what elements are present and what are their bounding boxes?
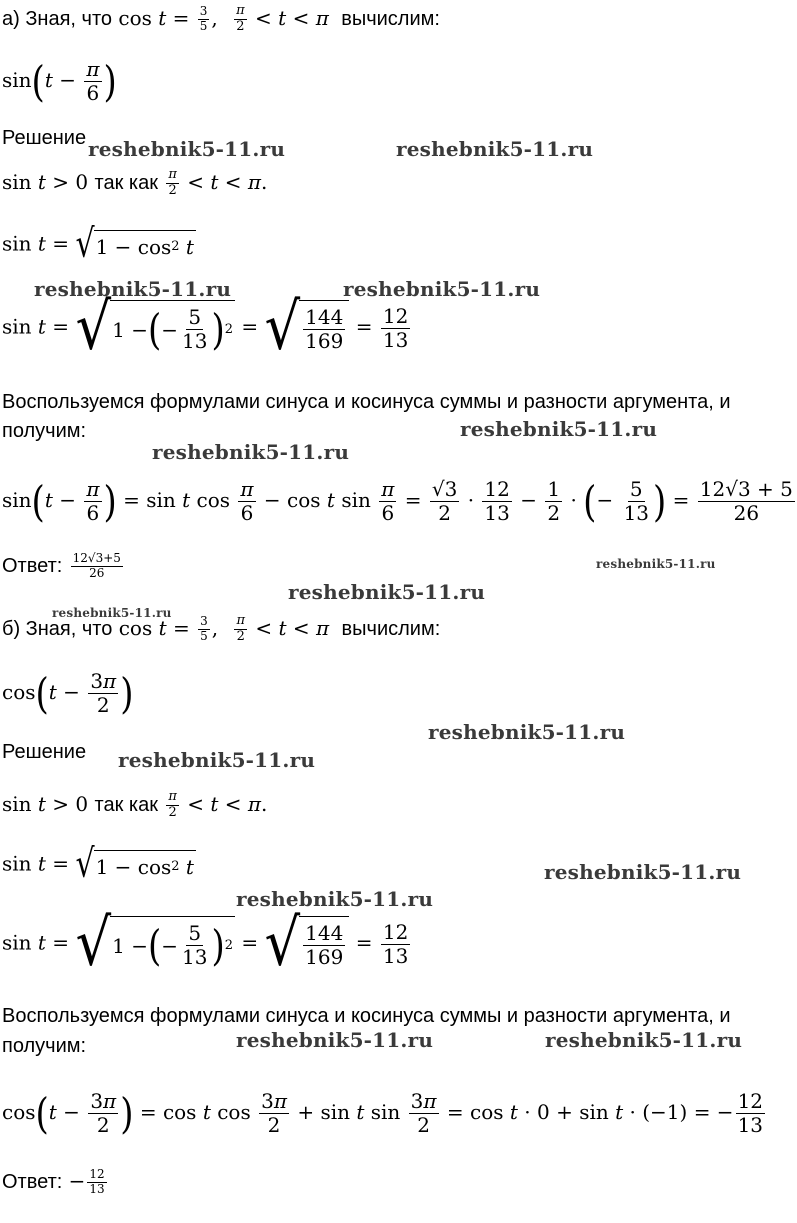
- b-answer-label: Ответ:: [2, 1170, 63, 1193]
- watermark: reshebnik5-11.ru: [34, 277, 232, 301]
- b-compute-text: вычислим:: [341, 617, 441, 640]
- b-sqrt-formula: sin t = √ 1 − cos 2 t: [2, 841, 194, 888]
- a-since-text: так как: [94, 171, 158, 194]
- watermark: reshebnik5-11.ru: [88, 137, 286, 161]
- a-given-text: а) Зная, что: [2, 7, 113, 30]
- b-sign-line: sin t > 0 так как $\frac{\pi}{2}$ < t < π.: [2, 789, 268, 820]
- a-compute-text: вычислим:: [341, 7, 440, 30]
- a-answer-line: Ответ: $\frac{12√3+5}{26}$: [2, 551, 121, 580]
- a-formulas-line2: получим:: [2, 420, 87, 442]
- watermark: reshebnik5-11.ru: [544, 860, 742, 884]
- watermark: reshebnik5-11.ru: [118, 748, 316, 772]
- a-formulas-line1: Воспользуемся формулами синуса и косинуса суммы и разности аргумента, и: [2, 391, 731, 413]
- watermark: reshebnik5-11.ru: [396, 137, 594, 161]
- b-formulas-line1: Воспользуемся формулами синуса и косинуса суммы и разности аргумента, и: [2, 1005, 731, 1027]
- b-formulas-line2: получим:: [2, 1035, 87, 1057]
- watermark: reshebnik5-11.ru: [428, 720, 626, 744]
- a-sqrt-compute: sin t = √ 1 − ( − $\frac{5}{13}$ ) 2 = √ $\frac{144}{169}$ = $\frac{12}{13}$: [2, 290, 409, 365]
- watermark: reshebnik5-11.ru: [236, 1028, 434, 1052]
- b-since-text: так как: [94, 793, 158, 816]
- a-main-calc: sin(t − $\frac{\pi}{6}$ ) = sin t cos $\frac{\pi}{6}$ − cos t sin $\frac{\pi}{6}$ = $\frac{√3}{2}$ · $\frac{12}{13}$ − $\frac{1}{2}$ · (− $\frac{5}{13}$ ) = $\frac{12√3 + 5}{26}$: [2, 476, 793, 527]
- a-answer-label: Ответ:: [2, 554, 63, 577]
- a-solution-heading: Решение: [2, 127, 87, 149]
- a-sqrt-formula: sin t = √ 1 − cos 2 t: [2, 221, 194, 268]
- b-main-calc: cos(t − $\frac{3\pi}{2}$ ) = cos t cos $\frac{3\pi}{2}$ + sin t sin $\frac{3\pi}{2}$ = cos t · 0 + sin t · (−1) = − $\frac{12}{13}$: [2, 1088, 764, 1139]
- a-sign-line: sin t > 0 так как $\frac{\pi}{2}$ < t < π.: [2, 167, 268, 198]
- b-solution-heading: Решение: [2, 741, 87, 763]
- watermark: reshebnik5-11.ru: [288, 580, 486, 604]
- b-task-expr: cos(t − $\frac{3\pi}{2}$ ): [2, 668, 134, 719]
- b-answer-line: Ответ: − $\frac{12}{13}$: [2, 1167, 105, 1196]
- b-sqrt-compute: sin t = √ 1 − ( − $\frac{5}{13}$ ) 2 = √ $\frac{144}{169}$ = $\frac{12}{13}$: [2, 906, 409, 981]
- watermark: reshebnik5-11.ru: [460, 417, 658, 441]
- watermark: reshebnik5-11.ru: [52, 606, 172, 620]
- watermark: reshebnik5-11.ru: [152, 440, 350, 464]
- a-task-expr: sin(t − $\frac{\pi}{6}$ ): [2, 56, 117, 107]
- b-given-text: б) Зная, что: [2, 617, 113, 640]
- watermark: reshebnik5-11.ru: [596, 557, 716, 571]
- watermark: reshebnik5-11.ru: [236, 887, 434, 911]
- watermark: reshebnik5-11.ru: [343, 277, 541, 301]
- watermark: reshebnik5-11.ru: [545, 1028, 743, 1052]
- b-given-line: б) Зная, что cos t = $\frac{3}{5}$ , $\frac{\pi}{2}$ < t < π вычислим:: [2, 613, 441, 644]
- a-given-line: а) Зная, что cos t = $\frac{3}{5}$ , $\frac{\pi}{2}$ < t < π вычислим:: [2, 3, 440, 34]
